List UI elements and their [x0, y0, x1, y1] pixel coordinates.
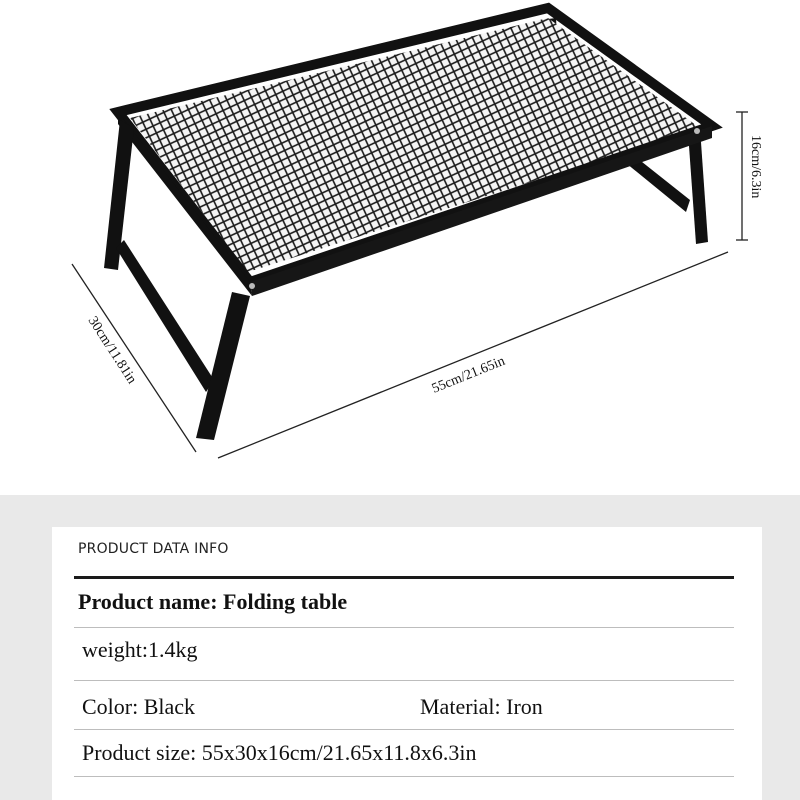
card-header-title: PRODUCT DATA INFO [78, 541, 229, 557]
row-divider [74, 729, 734, 730]
color-text: Color: Black [82, 694, 196, 719]
product-data-card [52, 527, 762, 800]
material-text: Material: Iron [420, 694, 543, 719]
depth-dimension-label: 30cm/11.81in [84, 314, 140, 387]
row-divider [74, 680, 734, 681]
length-dimension-label: 55cm/21.65in [429, 353, 508, 397]
product-size-text: Product size: 55x30x16cm/21.65x11.8x6.3in [82, 740, 477, 765]
product-name-text: Product name: Folding table [78, 589, 348, 614]
row-divider [74, 627, 734, 628]
height-dimension-label: 16cm/6.3in [748, 135, 763, 199]
row-divider [74, 776, 734, 777]
weight-text: weight:1.4kg [82, 637, 198, 662]
header-divider [74, 576, 734, 579]
